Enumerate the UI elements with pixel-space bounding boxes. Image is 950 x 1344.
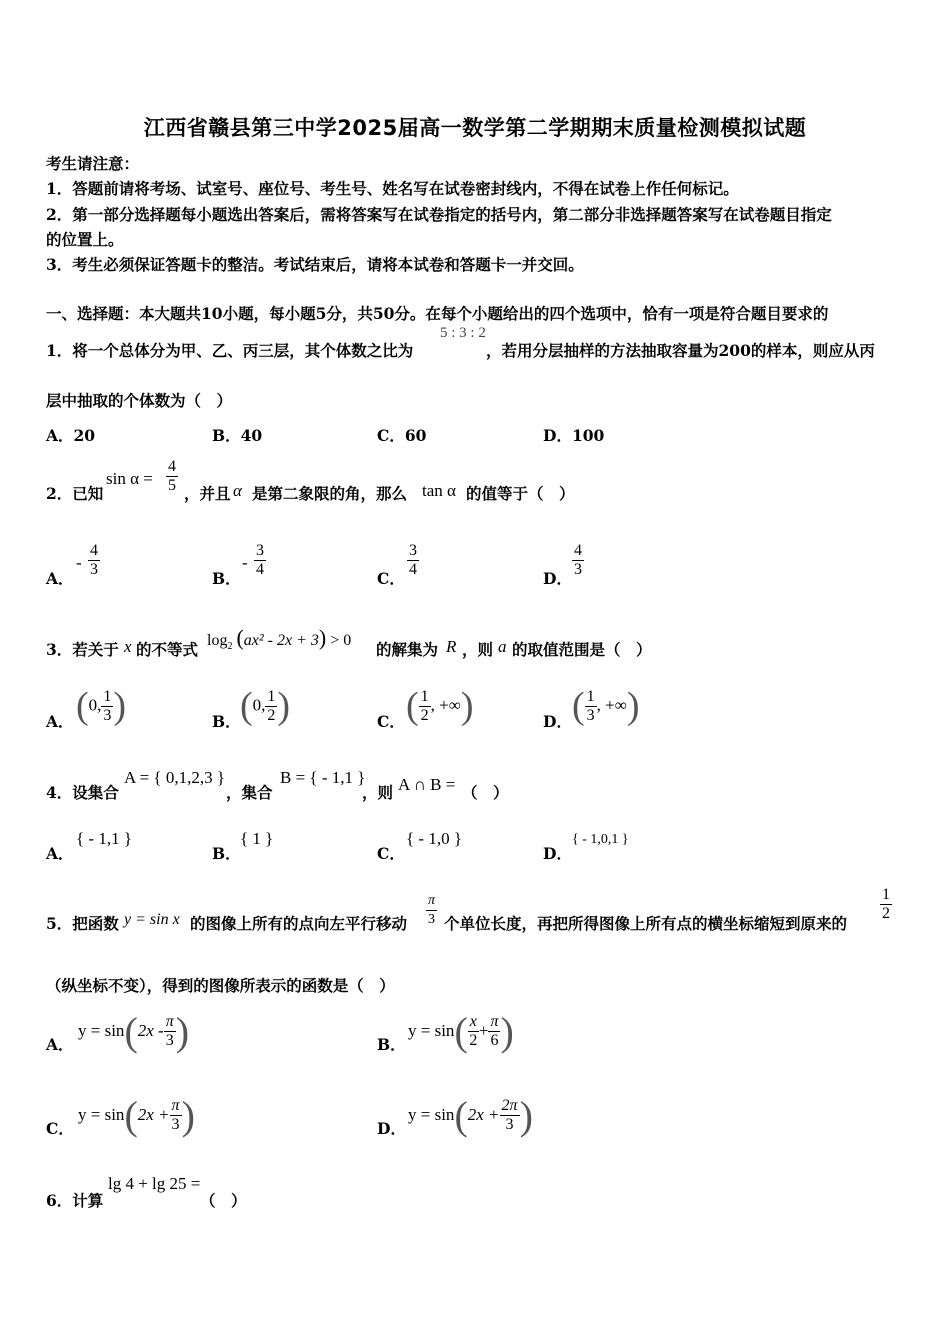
q1-text-b: ，若用分层抽样的方法抽取容量为200的样本，则应从丙: [486, 341, 875, 360]
q3-R: R: [446, 637, 457, 656]
q5-b-pre: y = sin: [408, 1021, 455, 1040]
q1-text-a: 将一个总体分为甲、乙、丙三层，其个体数之比为: [72, 341, 414, 360]
q4-text-d: （ ）: [462, 783, 509, 802]
q4-option-d: { - 1,0,1 }: [572, 832, 629, 847]
q1-option-c[interactable]: C．60: [377, 426, 427, 445]
q2-a-num: 4: [90, 542, 98, 559]
notice-item-3: 3．考生必须保证答题卡的整洁。考试结束后，请将本试卷和答题卡一并交回。: [46, 255, 584, 274]
q5-option-c: y = sin(2x + $\frac{\pi}{3}$ ): [78, 1093, 195, 1138]
q5-d-num: 2π: [501, 1097, 518, 1114]
q5-option-b: y = sin( $\frac{x}{2}$ + $\frac{\pi}{6}$ ): [408, 1009, 514, 1054]
q5-c-den: 3: [171, 1116, 180, 1133]
q3-a-den: 3: [103, 706, 112, 724]
q2-alpha: α: [233, 481, 242, 500]
q3-log-expr: ax² - 2x + 3: [243, 632, 319, 649]
q5-a-pre: y = sin: [78, 1021, 125, 1040]
q5-option-b-label[interactable]: B．: [377, 1035, 406, 1054]
q5-text-a: 把函数: [72, 914, 119, 933]
q1-stem: [46, 339, 413, 361]
q3-c-num: 1: [420, 687, 429, 705]
q3-option-d: ( $\frac{1}{3}$ , +∞): [572, 685, 640, 727]
q3-b-num: 1: [267, 687, 276, 705]
page-title: 江西省赣县第三中学2025届高一数学第二学期期末质量检测模拟试题: [143, 116, 807, 140]
q3-option-c: ( $\frac{1}{2}$ , +∞): [406, 685, 474, 727]
q5-c-pre: y = sin: [78, 1105, 125, 1124]
q3-c-den: 2: [420, 706, 429, 724]
q2-stem: [46, 482, 103, 504]
q2-option-b-label[interactable]: B．: [212, 569, 241, 588]
q4-stem: [46, 781, 119, 803]
q3-text-a: 若关于: [72, 640, 119, 659]
q3-text-c: 的解集为: [376, 640, 439, 659]
q5-d-pre: y = sin: [408, 1105, 455, 1124]
q6-text-a: 计算: [72, 1191, 104, 1210]
q4-set-a: A = { 0,1,2,3 }: [124, 768, 225, 787]
q3-c-post: , +∞: [430, 695, 461, 715]
q4-text-c: ，则: [362, 783, 394, 802]
q3-a-num: 1: [103, 687, 112, 705]
q3-option-b-label[interactable]: B．: [212, 712, 241, 731]
q3-number: 3．: [46, 640, 73, 659]
q5-option-d: y = sin(2x + $\frac{2\pi}{3}$ ): [408, 1093, 533, 1138]
q3-log: $\log_2 (ax^2 - 2x + 3) > 0$: [207, 625, 352, 653]
q6-number: 6．: [46, 1191, 73, 1210]
q2-text-d: 的值等于（ ）: [466, 484, 575, 503]
notice-item-2-cont: 的位置上。: [46, 230, 124, 249]
q2-frac-num: 4: [168, 458, 176, 475]
q5-text-c: 个单位长度，再把所得图像上所有点的横坐标缩短到原来的: [444, 914, 848, 933]
q3-stem: [46, 638, 119, 660]
q4-option-b-label[interactable]: B．: [212, 844, 241, 863]
q2-option-c-label[interactable]: C．: [377, 569, 405, 588]
q5-shift-num: π: [426, 892, 437, 911]
q2-option-a-label[interactable]: A．: [46, 569, 74, 588]
q2-option-d-frac: [572, 542, 584, 579]
q2-option-c-frac: [407, 542, 419, 579]
q4-intersection: A ∩ B =: [398, 775, 456, 794]
q2-number: 2．: [46, 484, 73, 503]
q1-text-c: 层中抽取的个体数为（ ）: [46, 391, 233, 410]
q4-option-a: { - 1,1 }: [76, 829, 132, 848]
q5-stem: [46, 912, 119, 934]
q3-option-b: (0, $\frac{1}{2}$ ): [240, 685, 291, 727]
q2-b-den: 4: [256, 561, 264, 578]
q3-log-base: 2: [227, 641, 233, 653]
q5-b-den2: 6: [490, 1032, 499, 1049]
q3-option-a-label[interactable]: A．: [46, 712, 74, 731]
q3-option-d-label[interactable]: D．: [543, 712, 572, 731]
q5-shift-den: 3: [428, 912, 435, 927]
q3-option-a: (0, $\frac{1}{3}$ ): [76, 685, 127, 727]
q5-b-plus: +: [478, 1021, 489, 1040]
q3-text-b: 的不等式: [136, 640, 199, 659]
q5-option-a: y = sin(2x - $\frac{\pi}{3}$ ): [78, 1009, 190, 1054]
q2-fraction: [166, 458, 178, 495]
q2-sin: sin α =: [106, 469, 153, 488]
q2-text-a: 已知: [72, 484, 104, 503]
q5-scale-num: 1: [882, 886, 890, 903]
q2-option-a-sign: -: [76, 553, 82, 572]
q2-text-c: 是第二象限的角，那么: [252, 484, 408, 503]
q5-shift: [426, 892, 437, 929]
q4-option-b: { 1 }: [240, 829, 274, 848]
q4-set-b: B = { - 1,1 }: [280, 768, 366, 787]
q5-func: y = sin x: [124, 911, 180, 928]
q3-log-word: log: [207, 632, 228, 649]
notice-item-2: 2．第一部分选择题每小题选出答案后，需将答案写在试卷指定的括号内，第二部分非选择题答案写在试卷题目指定: [46, 205, 832, 224]
q2-a-den: 3: [90, 561, 98, 578]
q5-text-b: 的图像上所有的点向左平行移动: [190, 914, 408, 933]
q3-d-num: 1: [586, 687, 595, 705]
q3-d-post: , +∞: [596, 695, 627, 715]
q3-d-den: 3: [586, 706, 595, 724]
q3-text-d: ，则: [462, 640, 494, 659]
q3-b-pre: 0,: [252, 695, 266, 715]
q3-x: x: [124, 637, 132, 656]
q4-option-c: { - 1,0 }: [406, 829, 462, 848]
q2-option-a-frac: [88, 542, 100, 579]
q5-d-inner: 2x +: [467, 1105, 500, 1124]
q5-scale: [880, 886, 892, 923]
q1-number: 1．: [46, 341, 73, 360]
q5-b-num: x: [469, 1013, 477, 1030]
q2-frac-den: 5: [168, 477, 176, 494]
q3-option-c-label[interactable]: C．: [377, 712, 405, 731]
q4-text-a: 设集合: [72, 783, 119, 802]
notice-item-1: 1．答题前请将考场、试室号、座位号、考生号、姓名写在试卷密封线内，不得在试卷上作任何标记。: [46, 179, 739, 198]
q3-a: a: [498, 637, 507, 656]
q5-scale-den: 2: [882, 905, 890, 922]
q3-gt: > 0: [330, 632, 352, 649]
q6-expr: lg 4 + lg 25 =: [108, 1174, 201, 1193]
q5-text-d: （纵坐标不变），得到的图像所表示的函数是（ ）: [46, 976, 395, 995]
q2-b-num: 3: [256, 542, 264, 559]
q5-option-a-label[interactable]: A．: [46, 1035, 74, 1054]
q1-option-a[interactable]: A．20: [46, 426, 96, 445]
q5-b-den: 2: [469, 1032, 478, 1049]
q3-b-den: 2: [267, 706, 276, 724]
q3-a-pre: 0,: [88, 695, 102, 715]
q2-c-num: 3: [409, 542, 417, 559]
q4-text-b: ，集合: [226, 783, 273, 802]
q1-ratio: 5 : 3 : 2: [440, 325, 486, 341]
q6-text-b: （ ）: [200, 1191, 247, 1210]
q5-b-num2: π: [490, 1013, 499, 1030]
q4-number: 4．: [46, 783, 73, 802]
q2-text-b: ，并且: [184, 484, 231, 503]
q2-d-den: 3: [574, 561, 582, 578]
q2-d-num: 4: [574, 542, 582, 559]
section-heading: 一、选择题：本大题共10小题，每小题5分，共50分。在每个小题给出的四个选项中，恰有一项是符合题目要求的: [46, 304, 829, 323]
q4-option-a-label[interactable]: A．: [46, 844, 74, 863]
notice-heading: 考生请注意：: [46, 154, 140, 173]
q5-d-den: 3: [505, 1116, 514, 1133]
q5-c-num: π: [171, 1097, 180, 1114]
q2-option-b-sign: -: [242, 553, 248, 572]
q5-c-inner: 2x +: [137, 1105, 170, 1124]
q3-text-e: 的取值范围是（ ）: [512, 640, 652, 659]
q5-a-num: π: [165, 1013, 174, 1030]
q2-c-den: 4: [409, 561, 417, 578]
q2-tan: tan α: [422, 481, 456, 500]
q5-number: 5．: [46, 914, 73, 933]
q5-option-d-label[interactable]: D．: [377, 1119, 406, 1138]
q2-option-d-label[interactable]: D．: [543, 569, 572, 588]
q1-option-b[interactable]: B．40: [212, 426, 263, 445]
q4-option-c-label[interactable]: C．: [377, 844, 405, 863]
q5-a-den: 3: [165, 1032, 174, 1049]
q5-option-c-label[interactable]: C．: [46, 1119, 74, 1138]
q1-option-d[interactable]: D．100: [543, 426, 605, 445]
q4-option-d-label[interactable]: D．: [543, 844, 572, 863]
q6-stem: [46, 1189, 103, 1211]
q5-a-inner: 2x -: [137, 1021, 164, 1040]
q2-option-b-frac: [254, 542, 266, 579]
